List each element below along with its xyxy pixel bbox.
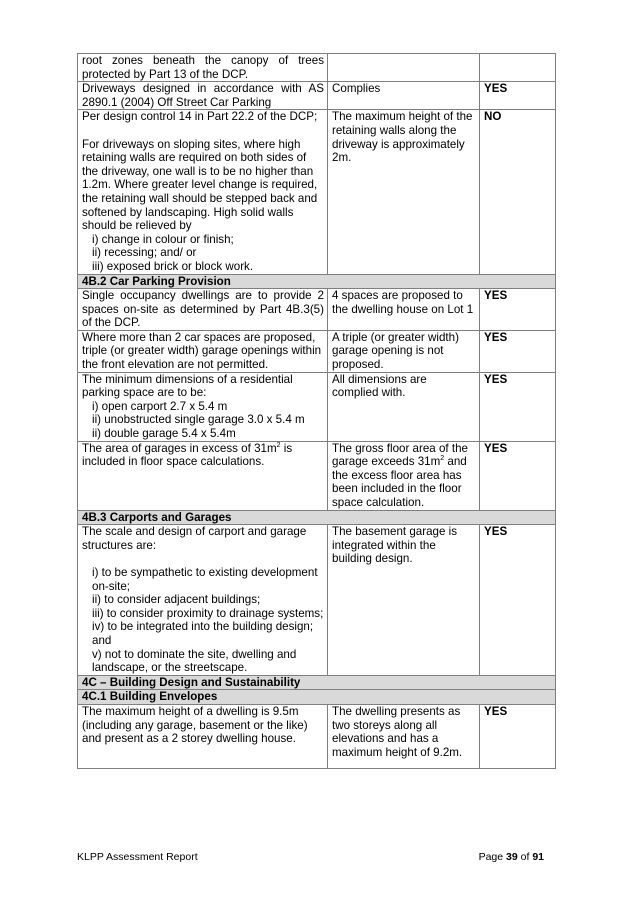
requirement-text: Per design control 14 in Part 22.2 of the DCP; [82,110,318,124]
comment-cell: The maximum height of the retaining walls along the driveway is approximately 2m. [328,110,480,274]
footer-page-number [479,851,544,863]
comment-cell: 4 spaces are proposed to the dwelling house on Lot 1 [328,289,480,331]
section-heading: 4B.2 Car Parking Provision [78,274,556,289]
list-item: ii) to consider adjacent buildings; [92,593,261,607]
list-item: i) change in colour or finish; [92,232,234,246]
comment-cell: A triple (or greater width) garage opening is not proposed. [328,330,480,372]
requirement-cell: Driveways designed in accordance with AS 2890.1 (2004) Off Street Car Parking [78,82,328,110]
superscript: 2 [440,455,445,463]
requirement-cell [78,525,328,676]
result-cell: YES [480,82,556,110]
list-item: ii) double garage 5.4 x 5.4m [92,427,236,441]
comment-cell: The dwelling presents as two storeys along all elevations and has a maximum height of 9.2m. [328,704,480,768]
table-row [78,289,556,331]
requirement-text: is included in floor space calculations. [82,441,293,469]
comment-cell: All dimensions are complied with. [328,372,480,441]
section-heading-row [78,510,556,525]
requirement-cell [78,441,328,510]
result-cell: YES [480,441,556,510]
assessment-table [77,53,556,769]
comment-cell: Complies [328,82,480,110]
table-row [78,330,556,372]
result-cell: YES [480,525,556,676]
requirement-cell: The maximum height of a dwelling is 9.5m (including any garage, basement or the like) and present as a 2 storey dwelling house. [78,704,328,768]
page-total: 91 [532,851,544,863]
requirement-cell [78,110,328,274]
page-prefix: Page [478,851,504,863]
list-item: iii) exposed brick or block work. [92,259,254,273]
comment-cell [328,54,480,82]
table-row [78,82,556,110]
list-item: i) open carport 2.7 x 5.4 m [92,399,228,413]
footer-report-title: KLPP Assessment Report [77,851,198,863]
table-row [78,110,556,274]
requirement-text: The area of garages in excess of 31m [82,441,277,455]
result-cell: YES [480,704,556,768]
result-cell: YES [480,330,556,372]
requirement-cell: Where more than 2 car spaces are proposed, triple (or greater width) garage openings within the front elevation are not permitted. [78,330,328,372]
requirement-cell: Single occupancy dwellings are to provide 2 spaces on-site as determined by Part 4B.3(5) of the DCP. [78,289,328,331]
requirement-text: The minimum dimensions of a residential parking space are to be: [82,372,293,400]
section-heading-row [78,274,556,289]
requirement-text: For driveways on sloping sites, where high retaining walls are required on both sides of the driveway, one wall is to be no higher than 1.2m. Where greater level change is required, the retaining wall should be stepped back and softened by landscaping. High solid walls should be relieved by [82,137,318,233]
list-item: ii) unobstructed single garage 3.0 x 5.4 m [92,413,305,427]
page-current: 39 [506,851,518,863]
requirement-text: The scale and design of carport and garage structures are: [82,525,307,552]
result-cell: YES [480,289,556,331]
table-row [78,54,556,82]
table-row [78,525,556,676]
page-of: of [520,851,530,863]
comment-text: and the excess floor area has been included in the floor space calculation. [332,455,467,509]
comment-cell: The basement garage is integrated within the building design. [328,525,480,676]
table-row [78,372,556,441]
comment-cell [328,441,480,510]
list-item: iii) to consider proximity to drainage systems; [92,606,324,620]
section-heading: 4C.1 Building Envelopes [78,690,556,705]
section-heading: 4C – Building Design and Sustainability [78,675,556,690]
requirement-cell [78,372,328,441]
list-item: i) to be sympathetic to existing development on-site; [92,565,318,593]
section-heading-row [78,675,556,690]
requirement-cell: root zones beneath the canopy of trees protected by Part 13 of the DCP. [78,54,328,82]
result-cell: YES [480,372,556,441]
comment-text: The gross floor area of the garage exceeds 31m [332,441,468,469]
section-heading-row [78,690,556,705]
section-heading: 4B.3 Carports and Garages [78,510,556,525]
table-row [78,441,556,510]
result-cell [480,54,556,82]
list-item: iv) to be integrated into the building design; and [92,620,314,647]
list-item: ii) recessing; and/ or [92,246,197,260]
superscript: 2 [276,441,281,449]
table-row [78,704,556,768]
list-item: v) not to dominate the site, dwelling and landscape, or the streetscape. [92,647,297,675]
result-cell: NO [480,110,556,274]
